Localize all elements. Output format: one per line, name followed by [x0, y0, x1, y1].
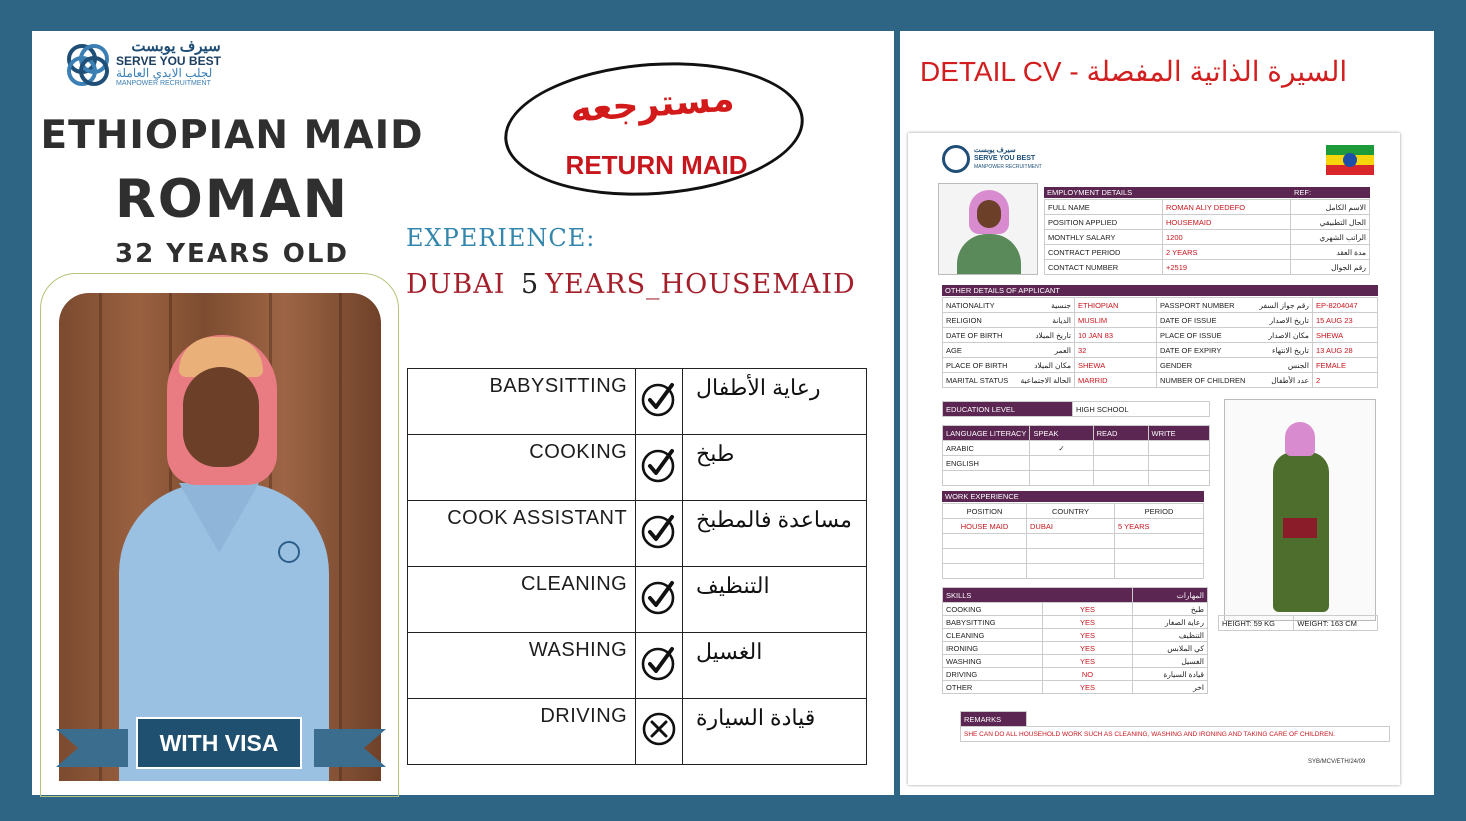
detail-cv-panel: [900, 31, 1434, 795]
employment-value: 1200: [1163, 230, 1291, 245]
cv-skill-row: [943, 655, 1208, 668]
detail-arabic: العمر: [1013, 343, 1075, 358]
return-maid-stamp: [500, 53, 808, 206]
experience-location: DUBAI: [406, 269, 506, 300]
height-weight-table: [1218, 615, 1378, 631]
visa-badge: WITH VISA: [136, 717, 302, 769]
cv-skill-english: DRIVING: [943, 668, 1043, 681]
cv-skill-arabic: كي الملابس: [1133, 642, 1208, 655]
skill-english: COOKING: [408, 435, 636, 501]
remarks-text: SHE CAN DO ALL HOUSEHOLD WORK SUCH AS CLEANING, WASHING AND IRONING AND TAKING CARE OF CHILDREN.: [961, 727, 1390, 742]
language-write: [1148, 456, 1210, 471]
weight-value: WEIGHT: 163 CM: [1294, 616, 1378, 631]
skill-row: [408, 567, 867, 633]
skill-english: WASHING: [408, 633, 636, 699]
employment-label: POSITION APPLIED: [1045, 215, 1163, 230]
cv-logo-icon: [942, 145, 970, 173]
language-read: [1093, 441, 1148, 456]
employment-row: [1045, 245, 1370, 260]
maid-age: 32 YEARS OLD: [115, 239, 349, 269]
cv-title: DETAIL CV - السيرة الذاتية المفصلة: [920, 56, 1348, 87]
skills-table: [407, 368, 867, 765]
detail-label: AGE: [943, 343, 1013, 358]
cv-skill-value: YES: [1043, 655, 1133, 668]
skill-row: [408, 699, 867, 765]
detail-arabic: الديانة: [1013, 313, 1075, 328]
other-details-row: [943, 298, 1378, 313]
language-column-header: WRITE: [1148, 426, 1210, 441]
detail-arabic: رقم جواز السفر: [1248, 298, 1312, 313]
skill-row: [408, 501, 867, 567]
detail-label: PLACE OF ISSUE: [1157, 328, 1249, 343]
work-experience-table: [942, 503, 1204, 579]
experience-years: 5: [521, 269, 540, 300]
detail-value: EP-8204047: [1312, 298, 1377, 313]
detail-arabic: جنسية: [1013, 298, 1075, 313]
employment-row: [1045, 230, 1370, 245]
maid-photo: [59, 293, 381, 781]
language-speak: [1030, 456, 1093, 471]
cv-logo-english: SERVE YOU BEST: [973, 155, 1036, 163]
detail-arabic: تاريخ الميلاد: [1013, 328, 1075, 343]
skill-english: BABYSITTING: [408, 369, 636, 435]
detail-arabic: تاريخ الاصدار: [1248, 313, 1312, 328]
skill-row: [408, 369, 867, 435]
employment-value: ROMAN ALIY DEDEFO: [1163, 200, 1291, 215]
detail-value: FEMALE: [1312, 358, 1377, 373]
detail-arabic: مكان الميلاد: [1013, 358, 1075, 373]
cv-logo-arabic: سيرف يوبست: [973, 147, 1016, 155]
other-details-table: [942, 297, 1378, 388]
detail-value: ETHIOPIAN: [1075, 298, 1157, 313]
skill-arabic: التنظيف: [696, 573, 770, 598]
cv-skill-english: CLEANING: [943, 629, 1043, 642]
detail-value: MARRID: [1075, 373, 1157, 388]
employment-arabic: الحال التطبيقي: [1291, 215, 1370, 230]
detail-arabic: مكان الاصدار: [1248, 328, 1312, 343]
cv-document: [908, 133, 1400, 785]
detail-value: MUSLIM: [1075, 313, 1157, 328]
logo-tagline: MANPOWER RECRUITMENT: [116, 79, 211, 87]
cv-skills-table: [942, 587, 1208, 694]
employment-arabic: الراتب الشهري: [1291, 230, 1370, 245]
cv-skill-english: WASHING: [943, 655, 1043, 668]
skill-row: [408, 633, 867, 699]
employment-value: +2519: [1163, 260, 1291, 275]
work-empty-row: [943, 564, 1204, 579]
cv-logo-sub: MANPOWER RECRUITMENT: [973, 163, 1042, 170]
work-experience-header: WORK EXPERIENCE: [942, 491, 1204, 502]
skill-english: CLEANING: [408, 567, 636, 633]
language-row: [943, 456, 1210, 471]
language-speak: ✓: [1030, 441, 1093, 456]
work-column-header: POSITION: [943, 504, 1027, 519]
other-details-row: [943, 373, 1378, 388]
check-mark-icon: [636, 501, 683, 567]
cv-skill-row: [943, 668, 1208, 681]
experience-role: YEARS_HOUSEMAID: [545, 269, 856, 300]
cv-skill-value: YES: [1043, 629, 1133, 642]
cv-skill-row: [943, 629, 1208, 642]
language-write: [1148, 441, 1210, 456]
cv-skill-arabic: الغسيل: [1133, 655, 1208, 668]
employment-label: CONTACT NUMBER: [1045, 260, 1163, 275]
detail-label: DATE OF BIRTH: [943, 328, 1013, 343]
check-mark-icon: [636, 567, 683, 633]
detail-value: 2: [1312, 373, 1377, 388]
language-column-header: READ: [1093, 426, 1148, 441]
detail-label: NATIONALITY: [943, 298, 1013, 313]
other-details-row: [943, 358, 1378, 373]
education-table: [942, 401, 1210, 417]
employment-value: 2 YEARS: [1163, 245, 1291, 260]
detail-arabic: الجنس: [1248, 358, 1312, 373]
detail-value: SHEWA: [1312, 328, 1377, 343]
uniform-logo-icon: [259, 541, 319, 581]
cv-headshot-photo: [938, 183, 1038, 275]
logo-arabic-tagline: لجلب الايدي العاملة: [116, 66, 213, 81]
detail-value: 13 AUG 28: [1312, 343, 1377, 358]
other-details-header: OTHER DETAILS OF APPLICANT: [942, 285, 1378, 296]
cv-skill-row: [943, 681, 1208, 694]
detail-arabic: عدد الأطفال: [1248, 373, 1312, 388]
skill-arabic: الغسيل: [696, 639, 763, 664]
experience-label: EXPERIENCE:: [406, 224, 596, 252]
employment-label: CONTRACT PERIOD: [1045, 245, 1163, 260]
ref-label: REF:: [1294, 188, 1312, 197]
employment-arabic: رقم الجوال: [1291, 260, 1370, 275]
work-column-header: COUNTRY: [1027, 504, 1115, 519]
language-row: [943, 441, 1210, 456]
employment-label: MONTHLY SALARY: [1045, 230, 1163, 245]
experience-value: [406, 269, 856, 300]
work-header-row: [943, 504, 1204, 519]
cv-reference-code: SYB/MCV/ETH/24/09: [1308, 759, 1366, 765]
cv-skill-value: NO: [1043, 668, 1133, 681]
detail-value: 15 AUG 23: [1312, 313, 1377, 328]
detail-value: SHEWA: [1075, 358, 1157, 373]
cv-skill-value: YES: [1043, 642, 1133, 655]
logo-knot-icon: [62, 39, 114, 91]
remarks-table: [960, 711, 1390, 742]
work-position: HOUSE MAID: [943, 519, 1027, 534]
cross-mark-icon: [636, 699, 683, 765]
detail-label: PASSPORT NUMBER: [1157, 298, 1249, 313]
cv-full-body-photo: [1224, 399, 1376, 621]
language-name: ENGLISH: [943, 456, 1030, 471]
cv-skill-arabic: التنظيف: [1133, 629, 1208, 642]
detail-label: GENDER: [1157, 358, 1249, 373]
detail-label: MARITAL STATUS: [943, 373, 1013, 388]
ethiopia-flag-icon: [1326, 145, 1374, 175]
cv-skill-english: BABYSITTING: [943, 616, 1043, 629]
employment-arabic: الاسم الكامل: [1291, 200, 1370, 215]
employment-head-label: EMPLOYMENT DETAILS: [1047, 188, 1133, 197]
detail-label: RELIGION: [943, 313, 1013, 328]
check-mark-icon: [636, 633, 683, 699]
cv-skills-header: SKILLS: [943, 588, 1133, 603]
height-value: HEIGHT: 59 KG: [1219, 616, 1294, 631]
cv-skills-header-row: [943, 588, 1208, 603]
work-column-header: PERIOD: [1115, 504, 1204, 519]
language-table: [942, 425, 1210, 486]
profile-card: [32, 31, 894, 795]
cv-skills-header-arabic: المهارات: [1133, 588, 1208, 603]
detail-label: DATE OF EXPIRY: [1157, 343, 1249, 358]
detail-label: DATE OF ISSUE: [1157, 313, 1249, 328]
employment-label: FULL NAME: [1045, 200, 1163, 215]
cv-skill-english: COOKING: [943, 603, 1043, 616]
language-header: LANGUAGE LITERACY: [943, 426, 1030, 441]
language-header-row: [943, 426, 1210, 441]
cv-skill-value: YES: [1043, 603, 1133, 616]
education-value: HIGH SCHOOL: [1073, 402, 1210, 417]
check-mark-icon: [636, 369, 683, 435]
work-empty-row: [943, 534, 1204, 549]
maid-nationality-title: ETHIOPIAN MAID: [40, 113, 424, 158]
skill-english: COOK ASSISTANT: [408, 501, 636, 567]
detail-arabic: الحالة الاجتماعية: [1013, 373, 1075, 388]
skill-arabic: مساعدة فالمطبخ: [696, 507, 852, 532]
detail-value: 10 JAN 83: [1075, 328, 1157, 343]
cv-skill-arabic: قيادة السيارة: [1133, 668, 1208, 681]
skill-arabic: رعاية الأطفال: [696, 375, 821, 400]
employment-details-header: [1044, 187, 1370, 198]
work-period: 5 YEARS: [1115, 519, 1204, 534]
other-details-row: [943, 313, 1378, 328]
cv-skill-english: IRONING: [943, 642, 1043, 655]
work-country: DUBAI: [1027, 519, 1115, 534]
cv-skill-arabic: طبخ: [1133, 603, 1208, 616]
language-empty-row: [943, 471, 1210, 486]
cv-skill-arabic: رعاية الصغار: [1133, 616, 1208, 629]
cv-logo: [942, 145, 1042, 173]
cv-skill-arabic: اخر: [1133, 681, 1208, 694]
other-details-row: [943, 328, 1378, 343]
work-empty-row: [943, 549, 1204, 564]
education-label: EDUCATION LEVEL: [943, 402, 1073, 417]
language-column-header: SPEAK: [1030, 426, 1093, 441]
logo-english-name: SERVE YOU BEST: [116, 53, 221, 68]
stamp-arabic-text: مسترجعه: [568, 78, 736, 131]
cv-skill-value: YES: [1043, 616, 1133, 629]
employment-value: HOUSEMAID: [1163, 215, 1291, 230]
cv-skill-row: [943, 616, 1208, 629]
employment-table: [1044, 199, 1370, 275]
check-mark-icon: [636, 435, 683, 501]
work-row: [943, 519, 1204, 534]
detail-label: PLACE OF BIRTH: [943, 358, 1013, 373]
skill-row: [408, 435, 867, 501]
detail-value: 32: [1075, 343, 1157, 358]
detail-label: NUMBER OF CHILDREN: [1157, 373, 1249, 388]
other-details-row: [943, 343, 1378, 358]
detail-arabic: تاريخ الانتهاء: [1248, 343, 1312, 358]
remarks-header: REMARKS: [961, 712, 1027, 727]
cv-skill-row: [943, 642, 1208, 655]
cv-skill-english: OTHER: [943, 681, 1043, 694]
skill-arabic: طبخ: [696, 441, 735, 466]
maid-name: ROMAN: [115, 169, 349, 230]
cv-skill-row: [943, 603, 1208, 616]
employment-row: [1045, 260, 1370, 275]
employment-arabic: مدة العقد: [1291, 245, 1370, 260]
company-logo: [62, 37, 232, 97]
skill-english: DRIVING: [408, 699, 636, 765]
employment-row: [1045, 200, 1370, 215]
logo-arabic-name: سيرف يوبست: [131, 38, 221, 55]
language-read: [1093, 456, 1148, 471]
visa-ribbon: [56, 717, 386, 769]
language-name: ARABIC: [943, 441, 1030, 456]
stamp-english-text: RETURN MAID: [565, 149, 748, 180]
employment-row: [1045, 215, 1370, 230]
cv-skill-value: YES: [1043, 681, 1133, 694]
skill-arabic: قيادة السيارة: [696, 705, 816, 730]
